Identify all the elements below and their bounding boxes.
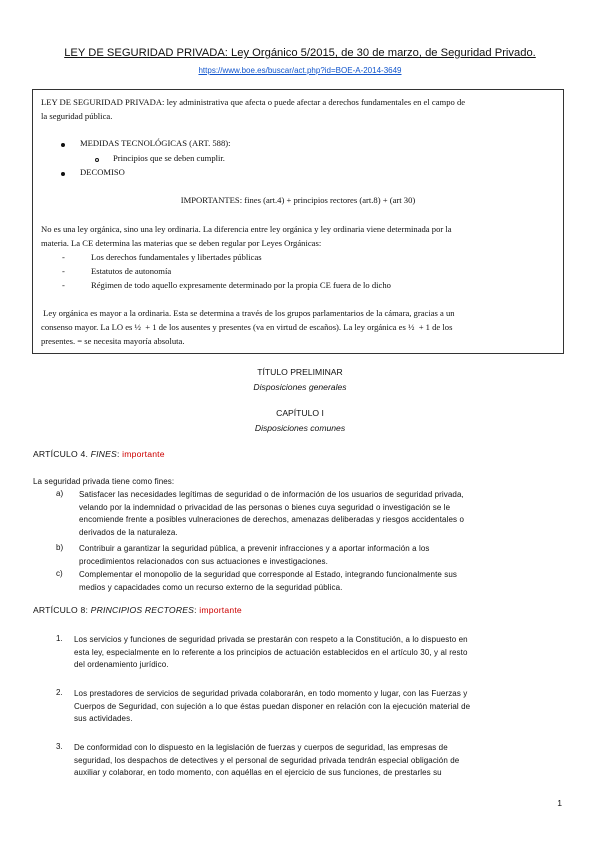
text-line: Los servicios y funciones de seguridad privada se prestarán con respeto a la Constitución, a lo dispuesto en [74,635,468,644]
capitulo-subtitle: Disposiciones comunes [254,423,346,433]
bullet-dot-icon [61,172,65,176]
para1-line-2: materia. La CE determina las materias que se deben regular por Leyes Orgánicas: [41,238,322,248]
titulo-subtitle: Disposiciones generales [253,382,347,392]
important-tag: importante [122,449,165,459]
article-4-item-c [79,569,457,594]
important-tag: importante [199,605,242,615]
text-line: Los prestadores de servicios de seguridad privada colaborarán, en todo momento y lugar, con las Fuerzas y [74,689,468,698]
article-8-prefix: ARTÍCULO 8: [33,605,91,615]
intro-line-1: LEY DE SEGURIDAD PRIVADA: ley administrativa que afecta o puede afectar a derechos fundamentales en el campo de [41,97,466,107]
text-line: Contribuir a garantizar la seguridad pública, a prevenir infracciones y a aportar información a los [79,544,430,553]
list-marker: 2. [56,688,63,697]
article-4-lead: La seguridad privada tiene como fines: [33,477,175,486]
list-marker: b) [56,543,64,552]
dash-marker: - [62,252,65,262]
para2-line-3: presentes. = se necesita mayoría absoluta. [41,336,185,346]
text-line: derivados de la naturaleza. [79,527,178,537]
text-line: del ordenamiento jurídico. [74,660,169,669]
dash-marker: - [62,266,65,276]
text-line: sus actividades. [74,714,133,723]
text-line: seguridad, los despachos de detectives y el personal de seguridad privada tendrán especial obligación de [74,755,460,765]
text-line: Cuerpos de Seguridad, con sujeción a lo que éstas puedan disponer en relación con la ejecución material de [74,701,471,711]
text-line: encomiende frente a posibles vulneraciones de derechos, amenazas deliberadas y riesgos accidentales o [79,515,464,524]
article-4-item-a [79,489,464,539]
importantes-line: IMPORTANTES: fines (art.4) + principios rectores (art.8) + (art 30) [180,195,416,205]
article-4-prefix: ARTÍCULO 4. [33,449,91,459]
article-4-name: FINES [90,449,117,459]
article-4-item-b [79,543,430,568]
text-line: medios y capacidades como un recurso externo de la seguridad pública. [79,582,343,592]
page-number: 1 [557,798,562,808]
text-line: Complementar el monopolio de la seguridad que corresponde al Estado, integrando funcionalmente sus [79,570,458,579]
dash-item: Estatutos de autonomía [91,266,172,276]
dash-marker: - [62,280,65,290]
article-8-sep: : [194,605,200,615]
text-line: De conformidad con lo dispuesto en la legislación de fuerzas y cuerpos de seguridad, las empresas de [74,743,448,752]
dash-item: Régimen de todo aquello expresamente determinado por la propia CE fuera de lo dicho [91,280,391,290]
list-marker: a) [56,489,64,498]
para2-line-2: consenso mayor. La LO es ½ + 1 de los ausentes y presentes (va en virtud de escaños). La ley orgánica es ½ + 1 de los [41,322,453,332]
text-line: procedimientos relacionados con sus actuaciones e investigaciones. [79,556,328,566]
circle-bullet-icon [95,158,99,162]
capitulo-heading: CAPÍTULO I [276,408,324,418]
source-link[interactable]: https://www.boe.es/buscar/act.php?id=BOE-A-2014-3649 [198,66,402,75]
document-title: LEY DE SEGURIDAD PRIVADA: Ley Orgánico 5/2015, de 30 de marzo, de Seguridad Privado. [64,47,536,59]
titulo-preliminar: TÍTULO PRELIMINAR [257,367,343,377]
para2-line-1: Ley orgánica es mayor a la ordinaria. Esta se determina a través de los grupos parlamentarios de la cámara, gracias a un [41,308,455,318]
bullet-medidas: MEDIDAS TECNOLÓGICAS (ART. 588): [80,138,231,148]
text-line: Satisfacer las necesidades legítimas de seguridad o de información de los usuarios de seguridad privada, [79,490,464,499]
text-line: auxiliar y colaborar, en todo momento, con aquéllas en el ejercicio de sus funciones, de prestarles su [74,768,442,777]
intro-line-2: la seguridad pública. [41,111,113,121]
sub-bullet-principios: Principios que se deben cumplir. [113,153,225,163]
bullet-dot-icon [61,143,65,147]
article-8-item-2 [74,688,470,726]
article-4-sep: : [116,449,123,459]
bullet-decomiso: DECOMISO [80,167,125,177]
article-4-heading [33,449,165,459]
article-8-item-3 [74,742,459,780]
dash-item: Los derechos fundamentales y libertades públicas [91,252,262,262]
article-8-name: PRINCIPIOS RECTORES [90,605,195,615]
list-marker: c) [56,569,63,578]
list-marker: 1. [56,634,63,643]
text-line: velando por la indemnidad o privacidad de las personas o bienes cuya seguridad o investigación se le [79,502,451,512]
article-8-heading [33,605,242,615]
summary-box [32,89,564,354]
list-marker: 3. [56,742,63,751]
para1-line-1: No es una ley orgánica, sino una ley ordinaria. La diferencia entre ley orgánica y ley ordinaria viene determinada por la [41,224,452,234]
article-8-item-1 [74,634,468,672]
text-line: esta ley, especialmente en lo referente a los principios de actuación establecidos en el artículo 30, y al resto [74,647,468,657]
